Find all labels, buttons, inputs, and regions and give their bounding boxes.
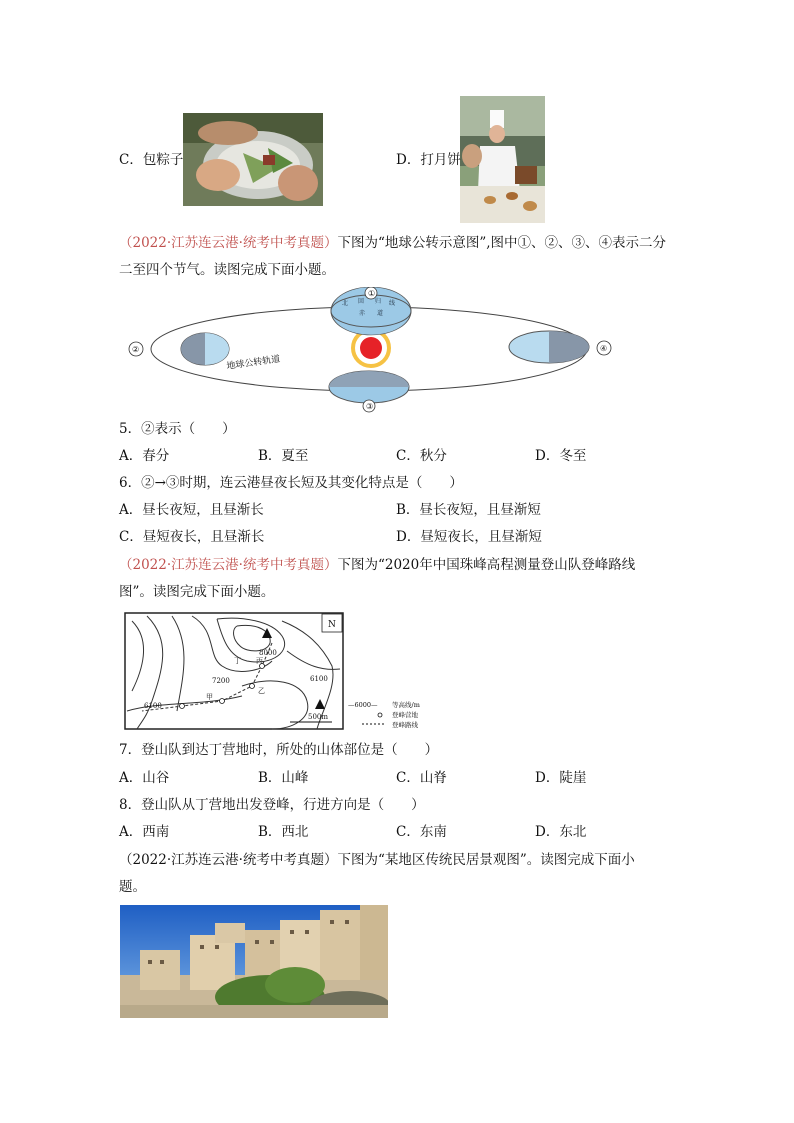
group2-intro: （2022·江苏连云港·统考中考真题）下图为“2020年中国珠峰高程测量登山队登峰路线 — [119, 557, 636, 573]
q8-option-a[interactable]: A．西南 — [119, 824, 170, 840]
svg-text:登峰路线: 登峰路线 — [392, 721, 418, 729]
map-legend — [348, 700, 420, 729]
camp-ding: 丁 — [234, 657, 241, 665]
marker-2: ② — [132, 345, 140, 354]
camp-bing: 丙 — [256, 657, 263, 665]
globe-4 — [509, 331, 589, 363]
q8-stem: 8．登山队从丁营地出发登峰，行进方向是（ ） — [119, 797, 425, 813]
q6-option-b[interactable]: B．昼长夜短，且昼渐短 — [396, 502, 541, 518]
svg-text:赤: 赤 — [359, 310, 366, 317]
svg-text:归: 归 — [375, 298, 382, 305]
svg-text:登峰营地: 登峰营地 — [392, 711, 418, 719]
q7-option-a[interactable]: A．山谷 — [119, 770, 170, 786]
q5-option-d[interactable]: D．冬至 — [535, 448, 587, 464]
q5-stem: 5．②表示（ ） — [119, 421, 236, 437]
q8-option-d[interactable]: D．东北 — [535, 824, 587, 840]
north-arrow — [322, 614, 342, 632]
group3-intro: （2022·江苏连云港·统考中考真题）下图为“某地区传统民居景观图”。读图完成下面小 — [119, 852, 635, 868]
q7-option-b[interactable]: B．山峰 — [258, 770, 309, 786]
svg-text:回: 回 — [358, 298, 365, 305]
q6-stem: 6．②→③时期，连云港昼夜长短及其变化特点是（ ） — [119, 475, 463, 491]
orbit-label: 地球公转轨道 — [226, 354, 281, 372]
q7-stem: 7．登山队到达丁营地时，所处的山体部位是（ ） — [119, 742, 439, 758]
contour-label-7200: 7200 — [212, 677, 230, 685]
group1-intro: （2022·江苏连云港·统考中考真题）下图为“地球公转示意图”,图中①、②、③、④表示二分 — [119, 235, 667, 251]
q6-option-c[interactable]: C．昼短夜长，且昼渐长 — [119, 529, 265, 545]
contour-label-6100-left: 6100 — [144, 702, 162, 710]
marker-1: ① — [368, 289, 376, 298]
svg-text:线: 线 — [389, 300, 396, 307]
group1-intro-cont: 二至四个节气。读图完成下面小题。 — [119, 262, 335, 278]
marker-3: ③ — [366, 402, 374, 411]
globe-3 — [329, 371, 409, 403]
option-c-zongzi: C．包粽子 — [119, 152, 184, 168]
q7-option-d[interactable]: D．陡崖 — [535, 770, 587, 786]
contour-label-6100-right: 6100 — [310, 675, 328, 683]
contour-route-map — [122, 611, 467, 731]
q6-option-d[interactable]: D．昼短夜长，且昼渐短 — [396, 529, 542, 545]
q5-option-a[interactable]: A．春分 — [119, 448, 170, 464]
svg-text:道: 道 — [377, 310, 384, 317]
svg-text:北: 北 — [342, 300, 349, 307]
camp-jia: 甲 — [206, 693, 213, 701]
svg-text:—6000—: —6000— — [348, 701, 378, 709]
earth-orbit-diagram — [119, 287, 629, 413]
group3-source: （2022·江苏连云港·统考中考真题） — [119, 852, 338, 868]
svg-text:等高线/m: 等高线/m — [392, 701, 420, 709]
q6-option-a[interactable]: A．昼长夜短，且昼渐长 — [119, 502, 264, 518]
option-d-mooncake: D．打月饼 — [396, 152, 461, 168]
svg-text:500m: 500m — [308, 713, 328, 721]
traditional-houses-photo — [120, 905, 388, 1018]
zongzi-photo — [183, 113, 323, 206]
camp-yi: 乙 — [258, 687, 265, 695]
q5-option-c[interactable]: C．秋分 — [396, 448, 447, 464]
contour-label-8000: 8000 — [259, 649, 277, 657]
group2-intro-cont: 图”。读图完成下面小题。 — [119, 584, 275, 600]
q8-option-c[interactable]: C．东南 — [396, 824, 447, 840]
svg-text:N: N — [328, 620, 336, 630]
marker-4: ④ — [600, 344, 608, 353]
sun-icon — [360, 337, 382, 359]
q8-option-b[interactable]: B．西北 — [258, 824, 309, 840]
group3-intro-cont: 题。 — [119, 879, 146, 895]
group2-source: （2022·江苏连云港·统考中考真题） — [119, 557, 338, 573]
q5-option-b[interactable]: B．夏至 — [258, 448, 309, 464]
globe-2 — [181, 333, 229, 365]
mooncake-chef-photo — [460, 96, 545, 223]
group1-source: （2022·江苏连云港·统考中考真题） — [119, 235, 338, 251]
q7-option-c[interactable]: C．山脊 — [396, 770, 447, 786]
